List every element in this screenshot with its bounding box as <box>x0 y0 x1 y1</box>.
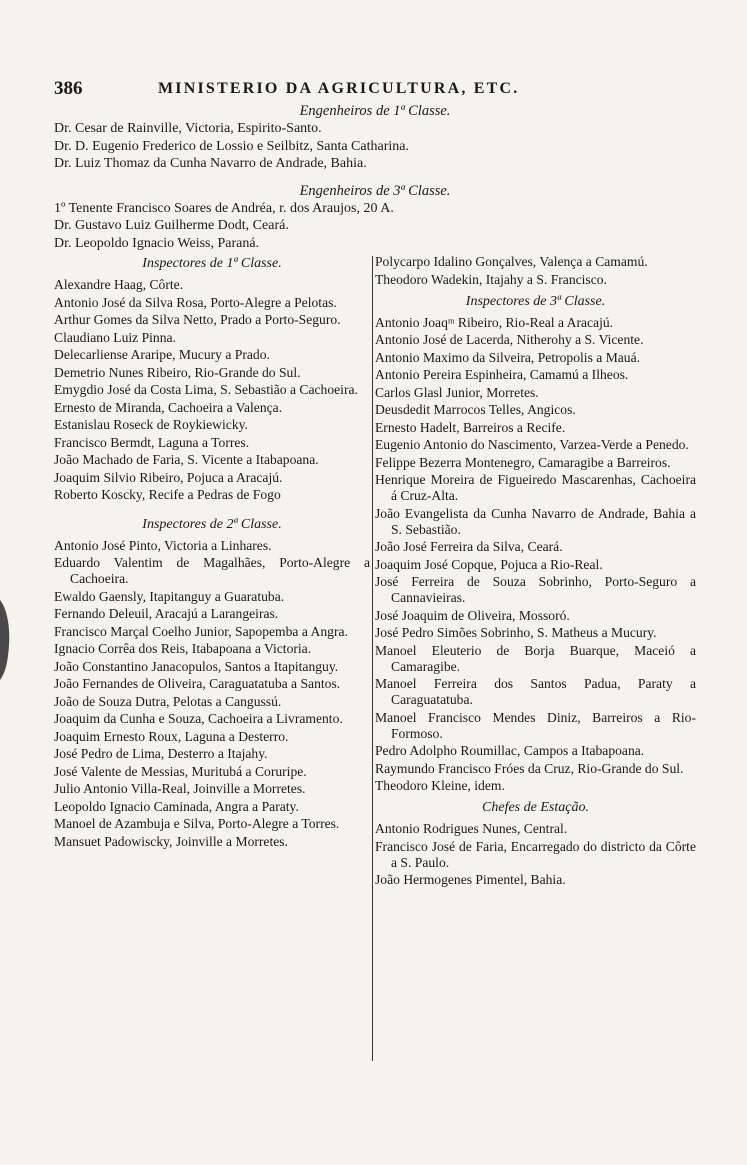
list-item: Antonio José de Lacerda, Nitherohy a S. Vicente. <box>375 332 644 347</box>
list-item: Ignacio Corrêa dos Reis, Itabapoana a Victoria. <box>54 641 312 656</box>
list-item: Dr. Cesar de Rainville, Victoria, Espirito-Santo. <box>54 121 322 136</box>
list-item: Francisco José de Faria, Encarregado do districto da Côrte a S. Paulo. <box>375 838 696 870</box>
list-item: Antonio Joaqᵐ Ribeiro, Rio-Real a Aracajú. <box>375 314 614 330</box>
binding-shadow <box>0 600 12 680</box>
list-item: Roberto Koscky, Recife a Pedras de Fogo <box>54 487 281 502</box>
list-item: Ewaldo Gaensly, Itapitanguy a Guaratuba. <box>54 588 285 604</box>
list-inspectores-2 <box>54 538 370 850</box>
heading-inspectores-2: Inspectores de 2ª Classe. <box>142 516 282 532</box>
list-item: Pedro Adolpho Roumillac, Campos a Itabapoana. <box>375 743 645 758</box>
heading-engenheiros-1: Engenheiros de 1ª Classe. <box>299 103 451 119</box>
list-item: Francisco Marçal Coelho Junior, Sapopemba a Angra. <box>54 623 348 639</box>
list-item: Manoel Ferreira dos Santos Padua, Paraty a Caraguatatuba. <box>375 676 696 707</box>
list-item: Joaquim Silvio Ribeiro, Pojuca a Aracajú. <box>54 469 283 485</box>
list-item: Claudiano Luiz Pinna. <box>54 329 176 345</box>
list-item: Fernando Deleuil, Aracajú a Larangeiras. <box>54 606 279 621</box>
list-item: Antonio José Pinto, Victoria a Linhares. <box>54 537 272 553</box>
list-item: João Evangelista da Cunha Navarro de Andrade, Bahia a S. Sebastião. <box>375 505 696 537</box>
list-item: Joaquim Ernesto Roux, Laguna a Desterro. <box>54 728 289 744</box>
list-item: João Hermogenes Pimentel, Bahia. <box>375 872 566 887</box>
heading-inspectores-1: Inspectores de 1ª Classe. <box>142 256 282 271</box>
list-item: Emygdio José da Costa Lima, S. Sebastião a Cachoeira. <box>54 382 358 397</box>
list-item: João de Souza Dutra, Pelotas a Cangussú. <box>54 693 282 709</box>
list-item: José Ferreira de Souza Sobrinho, Porto-Seguro a Cannavieiras. <box>375 574 696 605</box>
list-item: Dr. D. Eugenio Frederico de Lossio e Seilbitz, Santa Catharina. <box>54 138 409 154</box>
list-item: Polycarpo Idalino Gonçalves, Valença a Camamú. <box>375 254 648 269</box>
list-inspectores-2-continued <box>375 254 696 288</box>
page-header <box>54 78 696 102</box>
list-item: Dr. Leopoldo Ignacio Weiss, Paraná. <box>54 235 260 251</box>
list-item: João Constantino Janacopulos, Santos a Itapitanguy. <box>54 658 339 674</box>
list-item: Alexandre Haag, Côrte. <box>54 277 184 292</box>
list-item: Arthur Gomes da Silva Netto, Prado a Porto-Seguro. <box>54 312 341 327</box>
list-inspectores-3 <box>375 315 696 795</box>
left-column <box>54 254 370 851</box>
list-item: José Valente de Messias, Muritubá a Coruripe. <box>54 763 307 779</box>
list-item: José Pedro de Lima, Desterro a Itajahy. <box>54 746 268 761</box>
list-item: Julio Antonio Villa-Real, Joinville a Morretes. <box>54 781 306 796</box>
list-item: José Joaquim de Oliveira, Mossoró. <box>375 607 570 623</box>
list-item: Francisco Bermdt, Laguna a Torres. <box>54 434 250 450</box>
list-item: Manoel Eleuterio de Borja Buarque, Maceió a Camaragibe. <box>375 642 696 674</box>
heading-chefes-estacao: Chefes de Estação. <box>482 800 589 815</box>
list-item: Dr. Gustavo Luiz Guilherme Dodt, Ceará. <box>54 218 289 233</box>
list-item: Delecarliense Araripe, Mucury a Prado. <box>54 347 270 362</box>
heading-engenheiros-3: Engenheiros de 3ª Classe. <box>299 182 451 199</box>
list-item: Mansuet Padowiscky, Joinville a Morretes. <box>54 833 288 849</box>
list-item: Demetrio Nunes Ribeiro, Rio-Grande do Sul. <box>54 364 301 380</box>
running-title: MINISTERIO DA AGRICULTURA, ETC. <box>158 80 520 97</box>
list-item: Deusdedit Marrocos Telles, Angicos. <box>375 402 576 417</box>
list-item: Eduardo Valentim de Magalhães, Porto-Alegre a Cachoeira. <box>54 555 370 586</box>
list-item: Antonio José da Silva Rosa, Porto-Alegre a Pelotas. <box>54 294 337 310</box>
list-item: Felippe Bezerra Montenegro, Camaragibe a Barreiros. <box>375 454 671 470</box>
list-item: João Fernandes de Oliveira, Caraguatatuba a Santos. <box>54 676 341 691</box>
list-item: Theodoro Wadekin, Itajahy a S. Francisco. <box>375 271 607 287</box>
list-item: Joaquim da Cunha e Souza, Cachoeira a Livramento. <box>54 711 343 726</box>
list-item: João Machado de Faria, S. Vicente a Itabapoana. <box>54 452 319 467</box>
list-engenheiros-3 <box>54 200 696 253</box>
list-item: Antonio Pereira Espinheira, Camamú a Ilheos. <box>375 367 629 382</box>
list-inspectores-1 <box>54 277 370 503</box>
list-engenheiros-1 <box>54 120 696 173</box>
list-item: Ernesto de Miranda, Cachoeira a Valença. <box>54 399 283 415</box>
list-item: Carlos Glasl Junior, Morretes. <box>375 384 539 400</box>
column-divider <box>372 256 373 1061</box>
list-item: Antonio Rodrigues Nunes, Central. <box>375 821 568 836</box>
list-item: Estanislau Roseck de Roykiewicky. <box>54 417 248 432</box>
list-item: Ernesto Hadelt, Barreiros a Recife. <box>375 419 566 435</box>
list-chefes-estacao <box>375 821 696 888</box>
right-column <box>375 254 696 890</box>
list-item: Antonio Maximo da Silveira, Petropolis a Mauá. <box>375 349 641 365</box>
heading-inspectores-3: Inspectores de 3ª Classe. <box>465 293 606 309</box>
list-item: 1º Tenente Francisco Soares de Andréa, r. dos Araujos, 20 A. <box>54 200 394 216</box>
list-item: Dr. Luiz Thomaz da Cunha Navarro de Andrade, Bahia. <box>54 156 367 171</box>
list-item: José Pedro Simões Sobrinho, S. Matheus a Mucury. <box>375 625 657 640</box>
list-item: João José Ferreira da Silva, Ceará. <box>375 539 563 554</box>
list-item: Leopoldo Ignacio Caminada, Angra a Paraty. <box>54 798 299 814</box>
list-item: Joaquim José Copque, Pojuca a Rio-Real. <box>375 556 603 572</box>
list-item: Henrique Moreira de Figueiredo Mascarenhas, Cachoeira á Cruz-Alta. <box>375 472 696 503</box>
list-item: Raymundo Francisco Fróes da Cruz, Rio-Grande do Sul. <box>375 760 684 776</box>
list-item: Theodoro Kleine, idem. <box>375 778 505 793</box>
list-item: Manoel Francisco Mendes Diniz, Barreiros a Rio-Formoso. <box>375 709 696 741</box>
document-page <box>54 78 696 887</box>
list-item: Manoel de Azambuja e Silva, Porto-Alegre a Torres. <box>54 816 340 831</box>
list-item: Eugenio Antonio do Nascimento, Varzea-Verde a Penedo. <box>375 437 689 452</box>
page-number: 386 <box>54 78 83 99</box>
